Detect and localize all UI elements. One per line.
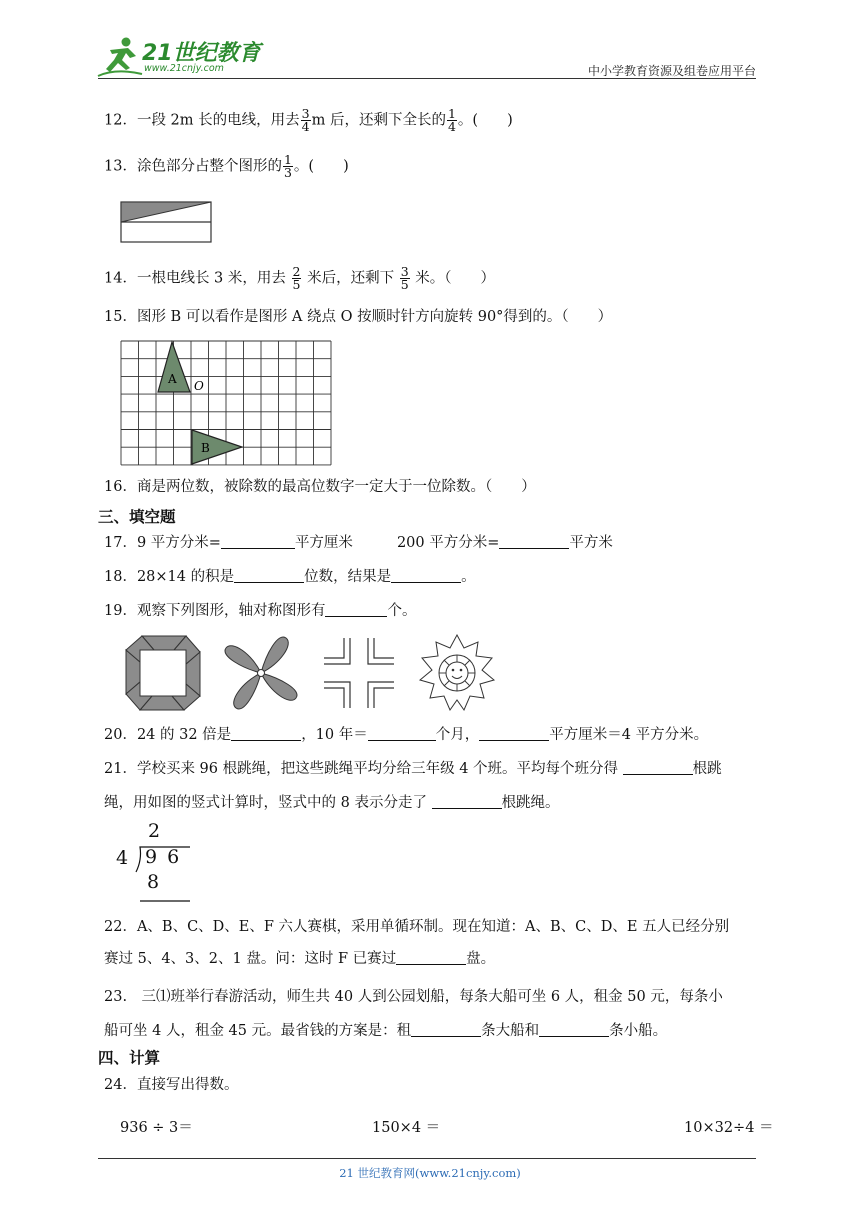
question-14: 14．一根电线长 3 米，用去 $\frac{2}{5}$ 米后，还剩下 $\frac{3}{5}$ 米。（ ）	[104, 264, 495, 292]
answer-blank[interactable]	[368, 726, 436, 741]
question-13: 13．涂色部分占整个图形的 $\frac{1}{3}$ 。( )	[104, 152, 349, 180]
question-17: 17．9 平方分米= 平方厘米 200 平方分米= 平方米	[104, 535, 613, 551]
header-rule	[98, 78, 756, 79]
question-22-line-2: 赛过 5、4、3、2、1 盘。问：这时 F 已赛过 盘。	[104, 951, 496, 967]
calc-expression-3: 10×32÷4 ＝	[684, 1120, 774, 1136]
question-18: 18．28×14 的积是 位数，结果是 。	[104, 569, 476, 585]
question-22-line-1: 22．A、B、C、D、E、F 六人赛棋，采用单循环制。现在知道：A、B、C、D、E 五人已经分别	[104, 919, 730, 935]
fraction: $\frac{3}{4}$	[301, 106, 310, 134]
question-23-line-2: 船可坐 4 人，租金 45 元。最省钱的方案是：租 条大船和 条小船。	[104, 1023, 668, 1039]
long-division-figure	[116, 820, 196, 906]
question-23-line-1: 23. 三⑴班举行春游活动，师生共 40 人到公园划船，每条大船可坐 6 人，租金 50 元，每条小	[104, 989, 723, 1005]
question-20: 20．24 的 32 倍是 ，10 年＝ 个月， 平方厘米＝4 平方分米。	[104, 727, 709, 743]
division-dividend: 9 6	[145, 846, 182, 868]
answer-blank[interactable]	[623, 760, 693, 775]
runner-logo-icon	[96, 36, 146, 78]
rotation-grid-figure	[120, 340, 332, 466]
four-petal-figure	[222, 634, 300, 712]
label-b: B	[201, 441, 210, 455]
answer-blank[interactable]	[539, 1022, 609, 1037]
section-title-calculation: 四、计算	[98, 1049, 161, 1067]
question-12: 12．一段 2m 长的电线，用去 $\frac{3}{4}$ m 后，还剩下全长的 $\frac{1}{4}$ 。( )	[104, 106, 513, 134]
fraction: $\frac{2}{5}$	[292, 264, 301, 292]
fraction: $\frac{3}{5}$	[400, 264, 409, 292]
answer-blank[interactable]	[479, 726, 549, 741]
pinwheel-frame-figure	[124, 634, 202, 712]
symmetry-figures-row	[124, 634, 504, 714]
fraction: $\frac{1}{4}$	[447, 106, 456, 134]
footer-rule	[98, 1158, 756, 1159]
answer-blank[interactable]	[234, 568, 304, 583]
division-divisor: 4	[116, 847, 129, 869]
question-21-line-2: 绳，用如图的竖式计算时，竖式中的 8 表示分走了 根跳绳。	[104, 795, 560, 811]
label-o: O	[194, 379, 204, 393]
question-21-line-1: 21．学校买来 96 根跳绳，把这些跳绳平均分给三年级 4 个班。平均每个班分得 根跳	[104, 761, 722, 777]
shaded-rectangle-figure	[120, 201, 212, 243]
triangle-b	[192, 430, 242, 464]
label-a: A	[168, 372, 177, 386]
question-19: 19．观察下列图形，轴对称图形有 个。	[104, 603, 417, 619]
calc-expression-1: 936 ÷ 3＝	[120, 1120, 193, 1136]
question-16: 16．商是两位数，被除数的最高位数字一定大于一位除数。（ ）	[104, 479, 536, 495]
crossroads-lines-figure	[320, 634, 398, 712]
answer-blank[interactable]	[499, 534, 569, 549]
sun-face-figure	[418, 634, 496, 712]
answer-blank[interactable]	[325, 602, 387, 617]
calc-expression-2: 150×4 ＝	[372, 1120, 441, 1136]
header-logo	[96, 36, 266, 78]
question-15: 15．图形 B 可以看作是图形 A 绕点 O 按顺时针方向旋转 90°得到的。（ ）	[104, 309, 613, 325]
footer-link[interactable]: 21 世纪教育网(www.21cnjy.com)	[339, 1166, 521, 1180]
division-quotient: 2	[148, 820, 161, 842]
header-platform-text: 中小学教育资源及组卷应用平台	[587, 64, 756, 78]
answer-blank[interactable]	[411, 1022, 481, 1037]
answer-blank[interactable]	[396, 950, 466, 965]
fraction: $\frac{1}{3}$	[283, 152, 292, 180]
logo-text: 21世纪教育	[142, 41, 261, 66]
division-subtrahend: 8	[147, 871, 160, 893]
logo-url: www.21cnjy.com	[144, 63, 224, 74]
question-24: 24．直接写出得数。	[104, 1077, 239, 1093]
answer-blank[interactable]	[231, 726, 301, 741]
answer-blank[interactable]	[391, 568, 461, 583]
answer-blank[interactable]	[432, 794, 502, 809]
answer-blank[interactable]	[221, 534, 295, 549]
section-title-fill-in: 三、填空题	[98, 508, 176, 526]
